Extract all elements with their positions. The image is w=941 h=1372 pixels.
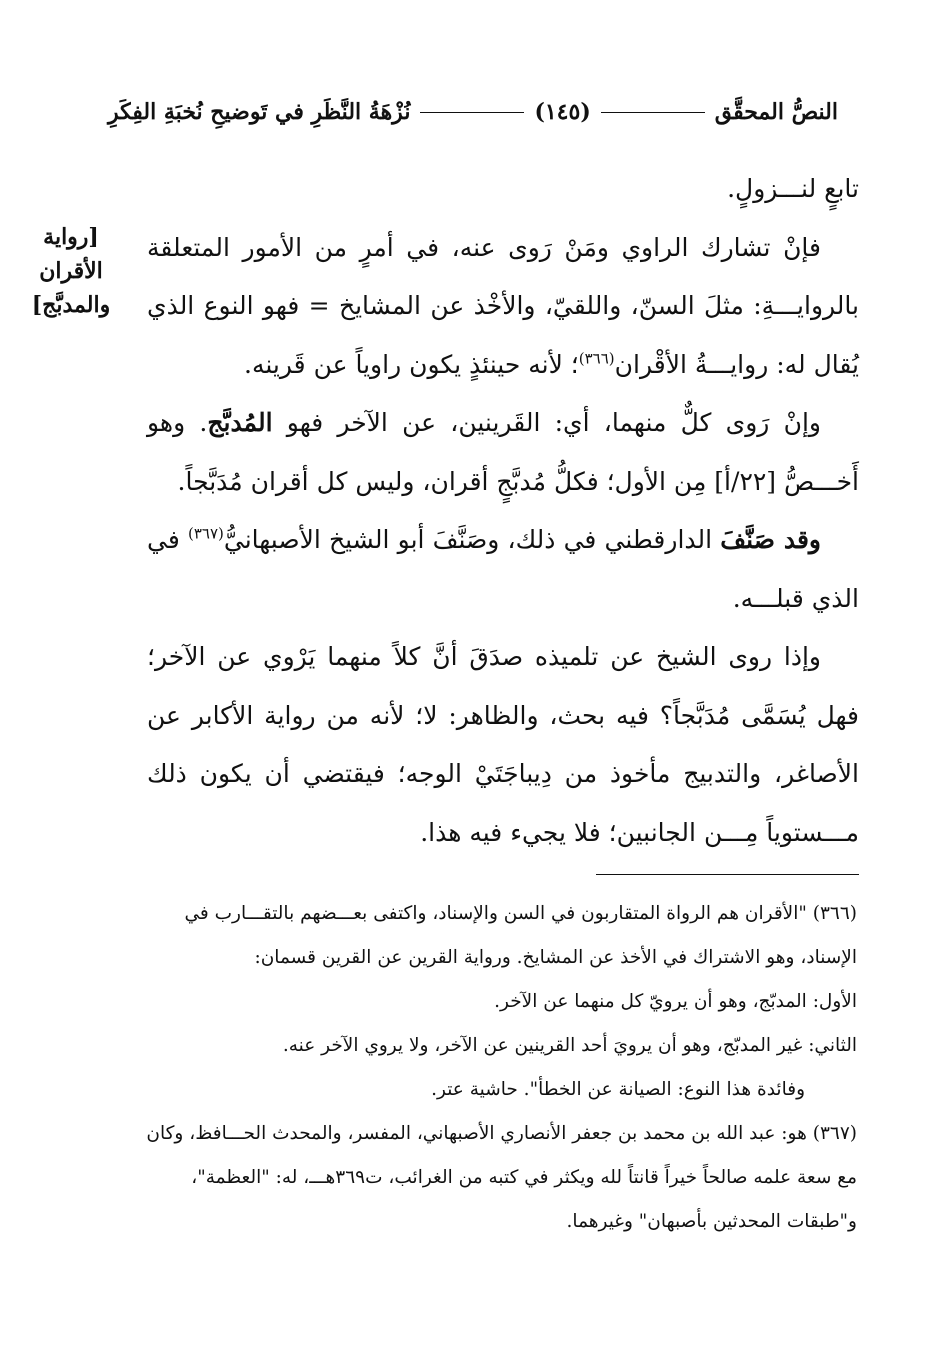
paragraph-5: وإذا روى الشيخ عن تلميذه صدَقَ أنَّ كلاً منهما يَرْوي عن الآخر؛ فهل يُسَمَّى مُدَبَّجاً؟ فيه بحث، والظاهر: لا؛ لأنه من رواية الأكابر عن الأصاغر، والتدبيج مأخوذ من دِيباجَتَيْ الوجه؛ فيقتضي أن يكون ذلك مـــستوياً مِـــن الجانبين؛ فلا يجيء فيه هذا.: [147, 642, 859, 847]
paragraph-2-text-b: ؛ لأنه حينئذٍ يكون راوياً عن قَرينه.: [244, 349, 579, 379]
footnote-366-item-2: الثاني: غير المدبّج، وهو أن يرويَ أحد القرينين عن الآخر، ولا يروي الآخر عنه.: [282, 1035, 857, 1056]
page-number: (١٤٥): [534, 99, 591, 125]
footnote-366: [127, 892, 857, 980]
paragraph-3-text-b: . وهو أَخـــصُّ [٢٢/أ] مِن الأول؛ فكلُّ مُدبَّجٍ أقران، وليس كل أقران مُدَبَّجاً.: [147, 408, 859, 496]
paragraph-4-text-b: في الذي قبلـــه.: [147, 525, 859, 613]
margin-note: [رواية الأقران والمدبَّج]: [31, 224, 111, 318]
term-mudabbaj: المُدبَّج: [207, 408, 273, 437]
header-rule-left: [420, 112, 524, 113]
paragraph-4-text-a: الدارقطني في ذلك، وصَنَّفَ أبو الشيخ الأصبهانيُّ: [223, 525, 721, 554]
footnotes: [127, 892, 857, 1244]
paragraph-4-bold-lead: وقد صَنَّفَ: [720, 525, 821, 554]
paragraph-1: تابعٍ لنـــزولٍ.: [727, 174, 859, 203]
header-section-title: النصُّ المحقَّق: [714, 99, 838, 125]
footnote-366-item-1: الأول: المدبّج، وهو أن يرويّ كل منهما عن الآخر.: [494, 991, 857, 1012]
footnote-366-note: وفائدة هذا النوع: الصيانة عن الخطأ". حاشية عتر.: [431, 1079, 805, 1100]
running-header: [108, 92, 838, 132]
footnote-366-line-1: "الأقران هم الرواة المتقاربون في السن والإسناد، واكتفى بعـــضهم بالتقـــارب في الإسناد، وهو الاشتراك في الأخذ عن المشايخ. ورواية القرين عن القرين قسمان:: [184, 903, 857, 968]
paragraph-4: [147, 511, 859, 628]
paragraph-3: [147, 394, 859, 511]
paragraph-3-text-a: وإنْ رَوى كلٌّ منهما، أي: القَرينين، عن الآخر فهو: [272, 408, 821, 437]
footnote-367-text: هو: عبد الله بن محمد بن جعفر الأنصاري الأصبهاني، المفسر، والمحدث الحـــافظ، وكان مع سعة علمه صالحاً خيراً قانتاً لله ويكثر في كتبه من الغرائب، ت٣٦٩هـــ، له: "العظمة"، و"طبقات المحدثين بأصبهان" وغيرهما.: [146, 1123, 857, 1232]
footnote-ref-367[interactable]: (٣٦٧): [187, 524, 224, 543]
paragraph-2-text-a: فإنْ تشارك الراوي ومَنْ رَوى عنه، في أمرٍ من الأمور المتعلقة بالروايـــةِ: مثلَ السنّ، واللقيّ، والأخْذ عن المشايخ = فهو النوع الذي يُقال له: روايـــةُ الأقْران: [147, 232, 859, 379]
footnote-366-number: (٣٦٦): [812, 903, 857, 924]
footnote-ref-366[interactable]: (٣٦٦): [578, 349, 615, 368]
header-book-title: نُزْهَةُ النَّظَرِ في تَوضيحِ نُخبَةِ الفِكَرِ: [108, 99, 411, 125]
main-text: [147, 160, 859, 862]
header-rule-right: [601, 112, 705, 113]
footnote-367-number: (٣٦٧): [812, 1123, 857, 1144]
footnote-separator: [596, 874, 859, 875]
footnote-367: [127, 1112, 857, 1244]
paragraph-2: [147, 219, 859, 395]
